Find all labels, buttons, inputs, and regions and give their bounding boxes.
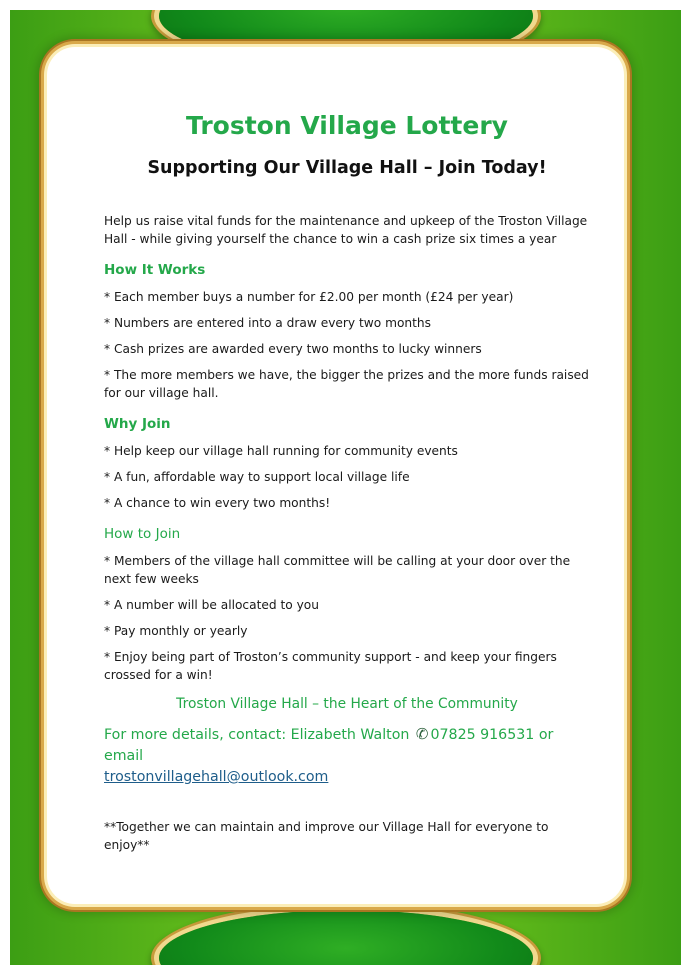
list-item: * A fun, affordable way to support local village life <box>104 470 410 484</box>
contact-or-email: or email <box>104 727 554 764</box>
list-item: * A chance to win every two months! <box>104 496 331 510</box>
list-item: * The more members we have, the bigger the prizes and the more funds raised for our village hall. <box>104 368 589 400</box>
list-item: * Numbers are entered into a draw every two months <box>104 316 431 330</box>
contact-prefix: For more details, contact: Elizabeth Walton <box>104 727 410 743</box>
list-item: * Enjoy being part of Troston’s community support - and keep your fingers crossed for a win! <box>104 650 557 682</box>
section-why-join <box>104 414 590 512</box>
tagline: Troston Village Hall – the Heart of the Community <box>176 696 518 712</box>
telephone-icon: ✆ <box>415 725 429 743</box>
list-item: * Help keep our village hall running for community events <box>104 444 458 458</box>
list-item: * A number will be allocated to you <box>104 598 319 612</box>
section-heading: Why Join <box>104 416 171 432</box>
list-item: * Pay monthly or yearly <box>104 624 248 638</box>
contact-details <box>104 724 590 788</box>
bottom-decorative-oval <box>159 910 533 965</box>
email-link[interactable]: trostonvillagehall@outlook.com <box>104 769 329 785</box>
list-item: * Each member buys a number for £2.00 per month (£24 per year) <box>104 290 514 304</box>
section-how-to-join <box>104 524 590 684</box>
list-item: * Cash prizes are awarded every two months to lucky winners <box>104 342 482 356</box>
flyer-content <box>104 100 590 788</box>
closing-message: **Together we can maintain and improve our Village Hall for everyone to enjoy** <box>104 820 549 852</box>
section-heading: How It Works <box>104 262 206 278</box>
page-title: Troston Village Lottery <box>186 111 508 140</box>
contact-phone: 07825 916531 <box>430 727 535 743</box>
list-item: * Members of the village hall committee will be calling at your door over the next few weeks <box>104 554 571 586</box>
section-how-it-works <box>104 260 590 402</box>
intro-paragraph: Help us raise vital funds for the maintenance and upkeep of the Troston Village Hall - while giving yourself the chance to win a cash prize six times a year <box>104 214 588 246</box>
page-subtitle: Supporting Our Village Hall – Join Today! <box>147 158 547 178</box>
section-heading: How to Join <box>104 526 181 542</box>
